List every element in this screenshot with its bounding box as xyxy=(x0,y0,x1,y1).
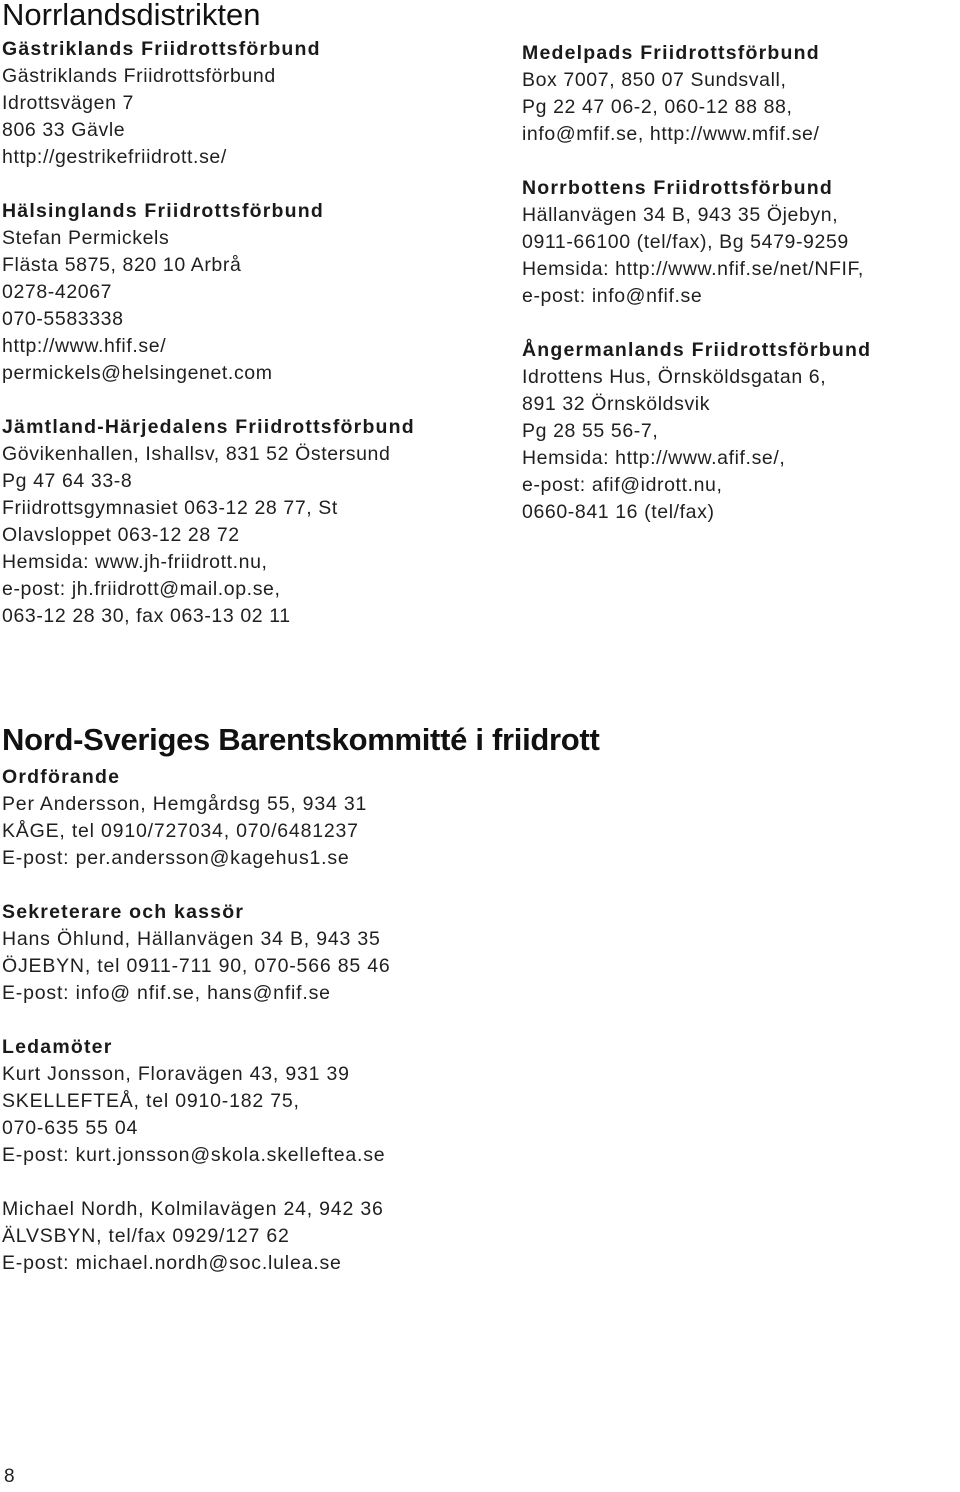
committee-secretary xyxy=(2,899,902,1007)
phone-line: 063-12 28 30, fax 063-13 02 11 xyxy=(2,605,291,627)
member-phone: KÅGE, tel 0910/727034, 070/6481237 xyxy=(2,820,359,842)
member-address: Michael Nordh, Kolmilavägen 24, 942 36 xyxy=(2,1198,384,1220)
federation-block-angermanland xyxy=(522,337,958,526)
phone-line: Friidrottsgymnasiet 063-12 28 77, St xyxy=(2,497,338,519)
address-line: Idrottens Hus, Örnsköldsgatan 6, xyxy=(522,366,827,388)
address-line: Gästriklands Friidrottsförbund xyxy=(2,65,276,87)
role-heading: Sekreterare och kassör xyxy=(2,901,245,923)
email-line: e-post: jh.friidrott@mail.op.se, xyxy=(2,578,281,600)
website-link[interactable]: http://gestrikefriidrott.se/ xyxy=(2,146,227,168)
member-email: E-post: per.andersson@kagehus1.se xyxy=(2,847,350,869)
region-title: Norrlandsdistrikten xyxy=(2,0,261,32)
member-email: E-post: kurt.jonsson@skola.skelleftea.se xyxy=(2,1144,386,1166)
member-email: E-post: info@ nfif.se, hans@nfif.se xyxy=(2,982,331,1004)
committee-title: Nord-Sveriges Barentskommitté i friidrott xyxy=(2,722,600,757)
left-column xyxy=(2,36,502,657)
contact-name: Stefan Permickels xyxy=(2,227,170,249)
member-address: Hans Öhlund, Hällanvägen 34 B, 943 35 xyxy=(2,928,381,950)
federation-block-norrbotten xyxy=(522,175,958,310)
federation-heading: Jämtland-Härjedalens Friidrottsförbund xyxy=(2,416,415,438)
member-phone: SKELLEFTEÅ, tel 0910-182 75, xyxy=(2,1090,300,1112)
member-address: Per Andersson, Hemgårdsg 55, 934 31 xyxy=(2,793,368,815)
federation-block-jamtland xyxy=(2,414,502,630)
role-heading: Ordförande xyxy=(2,766,121,788)
phone-line: 070-5583338 xyxy=(2,308,124,330)
federation-block-medelpad xyxy=(522,40,958,148)
address-line: 891 32 Örnsköldsvik xyxy=(522,393,711,415)
phone-line: 0278-42067 xyxy=(2,281,113,303)
website-line: Hemsida: http://www.afif.se/, xyxy=(522,447,786,469)
giro-line: Pg 28 55 56-7, xyxy=(522,420,659,442)
phone-line: 0911-66100 (tel/fax), Bg 5479-9259 xyxy=(522,231,849,253)
federation-heading: Ångermanlands Friidrottsförbund xyxy=(522,339,872,361)
website-line: Hemsida: http://www.nfif.se/net/NFIF, xyxy=(522,258,864,280)
federation-block-gastrikland xyxy=(2,36,502,171)
role-heading: Ledamöter xyxy=(2,1036,113,1058)
committee-members xyxy=(2,1034,902,1169)
website-line: Hemsida: www.jh-friidrott.nu, xyxy=(2,551,268,573)
address-line: Gövikenhallen, Ishallsv, 831 52 Östersund xyxy=(2,443,391,465)
website-link[interactable]: http://www.hfif.se/ xyxy=(2,335,167,357)
address-line: Box 7007, 850 07 Sundsvall, xyxy=(522,69,787,91)
phone-line: Pg 22 47 06-2, 060-12 88 88, xyxy=(522,96,793,118)
member-phone: ÖJEBYN, tel 0911-711 90, 070-566 85 46 xyxy=(2,955,391,977)
member-phone: 070-635 55 04 xyxy=(2,1117,139,1139)
member-email: E-post: michael.nordh@soc.lulea.se xyxy=(2,1252,342,1274)
member-address: Kurt Jonsson, Floravägen 43, 931 39 xyxy=(2,1063,350,1085)
committee-list xyxy=(2,764,902,1304)
address-line: Idrottsvägen 7 xyxy=(2,92,134,114)
federation-heading: Medelpads Friidrottsförbund xyxy=(522,42,820,64)
federation-block-halsingland xyxy=(2,198,502,387)
federation-heading: Gästriklands Friidrottsförbund xyxy=(2,38,321,60)
phone-line: Olavsloppet 063-12 28 72 xyxy=(2,524,240,546)
federation-heading: Hälsinglands Friidrottsförbund xyxy=(2,200,324,222)
contact-line: info@mfif.se, http://www.mfif.se/ xyxy=(522,123,820,145)
member-phone: ÄLVSBYN, tel/fax 0929/127 62 xyxy=(2,1225,290,1247)
right-column xyxy=(522,40,958,553)
email-link[interactable]: permickels@helsingenet.com xyxy=(2,362,273,384)
committee-chair xyxy=(2,764,902,872)
email-line: e-post: info@nfif.se xyxy=(522,285,703,307)
email-line: e-post: afif@idrott.nu, xyxy=(522,474,723,496)
address-line: Flästa 5875, 820 10 Arbrå xyxy=(2,254,242,276)
page-number: 8 xyxy=(4,1466,15,1487)
committee-member-second xyxy=(2,1196,902,1277)
federation-heading: Norrbottens Friidrottsförbund xyxy=(522,177,834,199)
address-line: 806 33 Gävle xyxy=(2,119,126,141)
giro-line: Pg 47 64 33-8 xyxy=(2,470,133,492)
phone-line: 0660-841 16 (tel/fax) xyxy=(522,501,715,523)
address-line: Hällanvägen 34 B, 943 35 Öjebyn, xyxy=(522,204,839,226)
